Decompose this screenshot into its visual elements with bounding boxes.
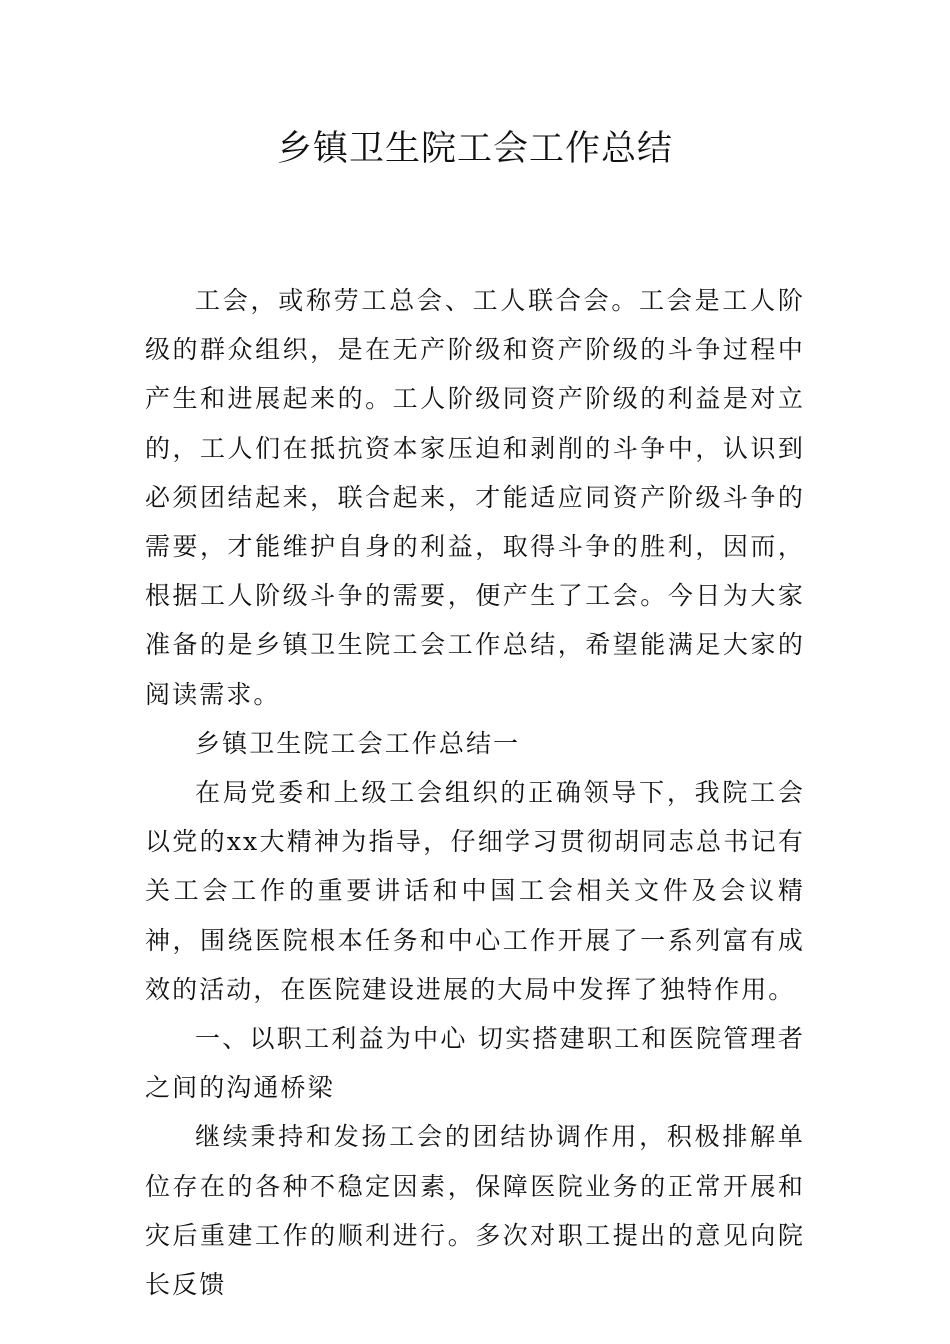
paragraph-overview: 在局党委和上级工会组织的正确领导下，我院工会以党的xx大精神为指导，仔细学习贯彻胡同志总书记有关工会工作的重要讲话和中国工会相关文件及会议精神，围绕医院根本任务和中心工作开展了一系列富有成效的活动，在医院建设进展的大局中发挥了独特作用。 [145, 778, 805, 1004]
document-body [145, 276, 805, 1309]
section-heading-one: 乡镇卫生院工会工作总结一 [195, 728, 521, 758]
paragraph-intro: 工会，或称劳工总会、工人联合会。工会是工人阶级的群众组织，是在无产阶级和资产阶级的斗争过程中产生和进展起来的。工人阶级同资产阶级的利益是对立的，工人们在抵抗资本家压迫和剥削的斗争中，认识到必须团结起来，联合起来，才能适应同资产阶级斗争的需要，才能维护自身的利益，取得斗争的胜利，因而，根据工人阶级斗争的需要，便产生了工会。今日为大家准备的是乡镇卫生院工会工作总结，希望能满足大家的阅读需求。 [145, 286, 805, 709]
subsection-heading-one: 一、以职工利益为中心 切实搭建职工和医院管理者之间的沟通桥梁 [145, 1024, 805, 1103]
paragraph-detail: 继续秉持和发扬工会的团结协调作用，积极排解单位存在的各种不稳定因素，保障医院业务的正常开展和灾后重建工作的顺利进行。多次对职工提出的意见向院长反馈 [145, 1122, 805, 1300]
document-title: 乡镇卫生院工会工作总结 [276, 129, 673, 169]
